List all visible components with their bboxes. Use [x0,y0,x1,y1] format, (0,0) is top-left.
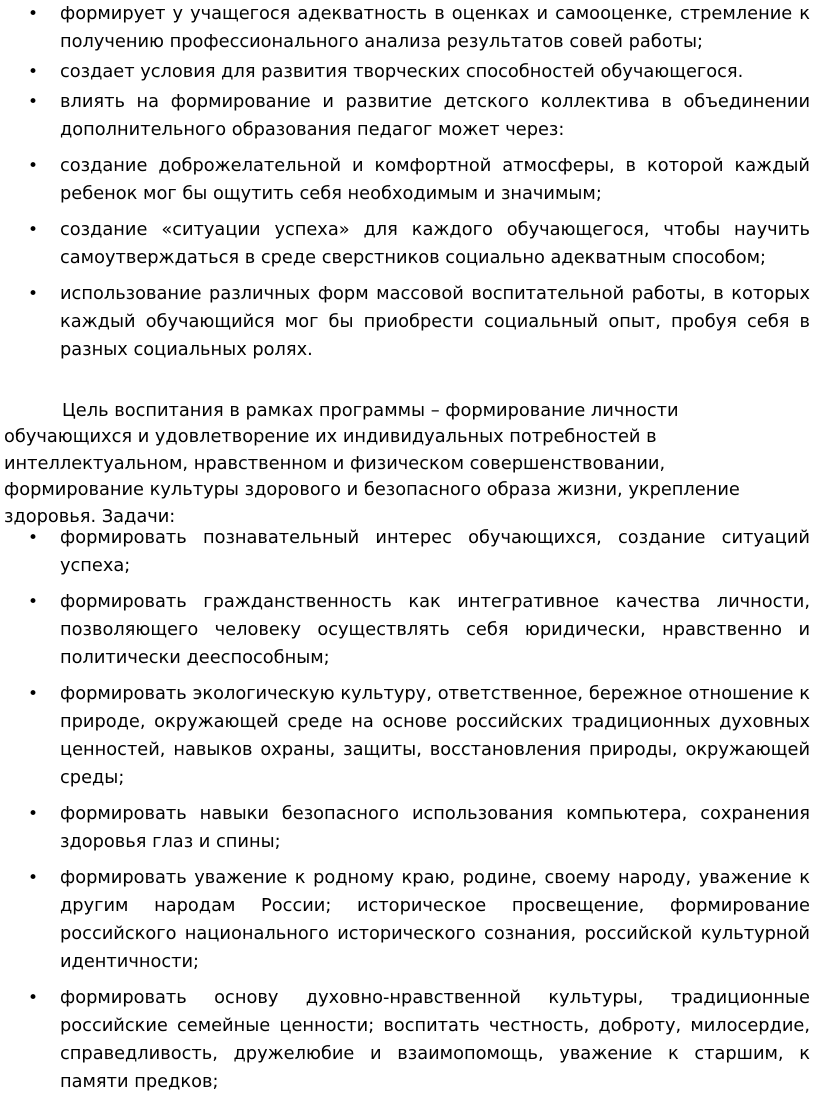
bullet-icon: • [28,92,39,112]
bullet-icon: • [28,592,39,612]
list-item-text: формировать экологическую культуру, ответственное, бережное отношение к природе, окружающей среде на основе российских традиционных духовных ценностей, навыков охраны, защиты, восстановления природы, окружающей среды; [60,683,810,788]
list-item-text: использование различных форм массовой воспитательной работы, в которых каждый обучающийся мог бы приобрести социальный опыт, пробуя себя в разных социальных ролях. [60,283,810,360]
list-item [0,680,816,792]
list-item-text: формировать навыки безопасного использования компьютера, сохранения здоровья глаз и спины; [60,803,810,852]
list-item [0,216,816,272]
list-item-text: влиять на формирование и развитие детского коллектива в объединении дополнительного образования педагог может через: [60,91,810,140]
list-item-text: формирует у учащегося адекватность в оценках и самооценке, стремление к получению профессионального анализа результатов совей работы; [60,3,810,52]
bullet-icon: • [28,220,39,240]
bullet-icon: • [28,868,39,888]
list-item-text: формировать уважение к родному краю, родине, своему народу, уважение к другим народам России; историческое просвещение, формирование российского национального исторического сознания, российской культурной идентичности; [60,867,810,972]
list-item [0,864,816,976]
bullet-icon: • [28,4,39,24]
list-item-text: создание «ситуации успеха» для каждого обучающегося, чтобы научить самоутверждаться в среде сверстников социально адекватным способом; [60,219,810,268]
list-item [0,984,816,1096]
bullet-list-methods [0,0,816,372]
bullet-icon: • [28,528,39,548]
bullet-icon: • [28,804,39,824]
list-item-text: формировать познавательный интерес обучающихся, создание ситуаций успеха; [60,527,810,576]
goal-paragraph: Цель воспитания в рамках программы – формирование личности обучающихся и удовлетворение их индивидуальных потребностей в интеллектуальном, нравственном и физическом совершенствовании, формирование культуры здорового и безопасного образа жизни, укрепление здоровья. Задачи: [4,399,740,527]
bullet-icon: • [28,684,39,704]
list-item-text: формировать основу духовно-нравственной культуры, традиционные российские семейные ценности; воспитать честность, доброту, милосердие, справедливость, дружелюбие и взаимопомощь, уважение к старшим, к памяти предков; [60,987,810,1092]
list-item [0,152,816,208]
list-item-text: формировать гражданственность как интегративное качества личности, позволяющего человеку осуществлять себя юридически, нравственно и политически дееспособным; [60,591,810,668]
bullet-list-tasks [0,524,816,1104]
bullet-icon: • [28,156,39,176]
list-item [0,88,816,144]
bullet-icon: • [28,62,39,82]
list-item [0,0,816,56]
list-item [0,800,816,856]
bullet-icon: • [28,988,39,1008]
list-item [0,280,816,364]
list-item [0,58,816,86]
list-item-text: создает условия для развития творческих способностей обучающегося. [60,61,744,82]
list-item [0,588,816,672]
bullet-icon: • [28,284,39,304]
list-item-text: создание доброжелательной и комфортной атмосферы, в которой каждый ребенок мог бы ощутить себя необходимым и значимым; [60,155,810,204]
list-item [0,524,816,580]
